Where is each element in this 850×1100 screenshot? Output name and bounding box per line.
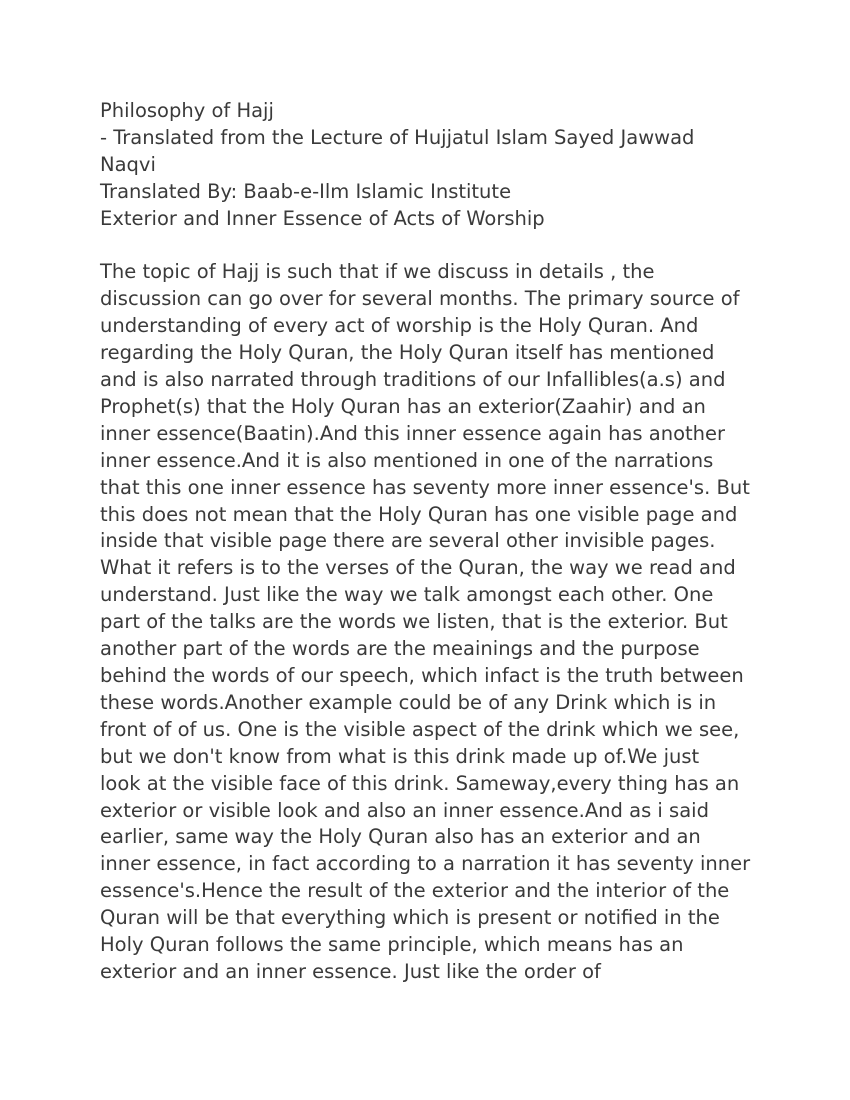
document-header — [100, 98, 760, 233]
paragraph-spacer — [100, 233, 760, 260]
translated-by: Translated By: Baab-e-Ilm Islamic Institute — [100, 179, 512, 203]
body-line: discussion can go over for several months. The primary source of — [100, 287, 740, 311]
body-line: essence's.Hence the result of the exterior and the interior of the — [100, 879, 730, 903]
body-line: and is also narrated through traditions of our Infallibles(a.s) and — [100, 368, 726, 392]
body-line: behind the words of our speech, which infact is the truth between — [100, 664, 744, 688]
body-line: these words.Another example could be of any Drink which is in — [100, 690, 717, 714]
body-line: look at the visible face of this drink. Sameway,every thing has an — [100, 771, 740, 795]
body-line: Prophet(s) that the Holy Quran has an exterior(Zaahir) and an — [100, 394, 706, 418]
body-line: Quran will be that everything which is present or notified in the — [100, 906, 720, 930]
body-line: inner essence(Baatin).And this inner essence again has another — [100, 421, 726, 445]
document-subtitle-line-1: - Translated from the Lecture of Hujjatul Islam Sayed Jawwad — [100, 125, 695, 149]
body-line: Holy Quran follows the same principle, which means has an — [100, 933, 684, 957]
body-line: another part of the words are the meainings and the purpose — [100, 637, 700, 661]
body-line: part of the talks are the words we listen, that is the exterior. But — [100, 610, 728, 634]
body-paragraph — [100, 259, 760, 985]
body-line: earlier, same way the Holy Quran also has an exterior and an — [100, 825, 701, 849]
body-line: understand. Just like the way we talk amongst each other. One — [100, 583, 714, 607]
section-heading: Exterior and Inner Essence of Acts of Worship — [100, 206, 545, 230]
body-line: inner essence, in fact according to a narration it has seventy inner — [100, 852, 751, 876]
body-line: inner essence.And it is also mentioned in one of the narrations — [100, 448, 714, 472]
document-title: Philosophy of Hajj — [100, 99, 274, 122]
body-line: The topic of Hajj is such that if we discuss in details , the — [100, 260, 655, 284]
body-line: front of of us. One is the visible aspect of the drink which we see, — [100, 717, 740, 741]
body-line: What it refers is to the verses of the Quran, the way we read and — [100, 556, 736, 580]
body-line: exterior or visible look and also an inner essence.And as i said — [100, 798, 709, 822]
body-line: that this one inner essence has seventy more inner essence's. But — [100, 475, 750, 499]
document-subtitle-line-2: Naqvi — [100, 152, 156, 176]
body-line: this does not mean that the Holy Quran has one visible page and — [100, 502, 738, 526]
body-line: regarding the Holy Quran, the Holy Quran itself has mentioned — [100, 341, 715, 365]
body-line: but we don't know from what is this drink made up of.We just — [100, 744, 700, 768]
document-content — [100, 98, 760, 986]
body-line: exterior and an inner essence. Just like the order of — [100, 959, 601, 983]
body-line: understanding of every act of worship is the Holy Quran. And — [100, 314, 699, 338]
body-line: inside that visible page there are several other invisible pages. — [100, 529, 716, 553]
